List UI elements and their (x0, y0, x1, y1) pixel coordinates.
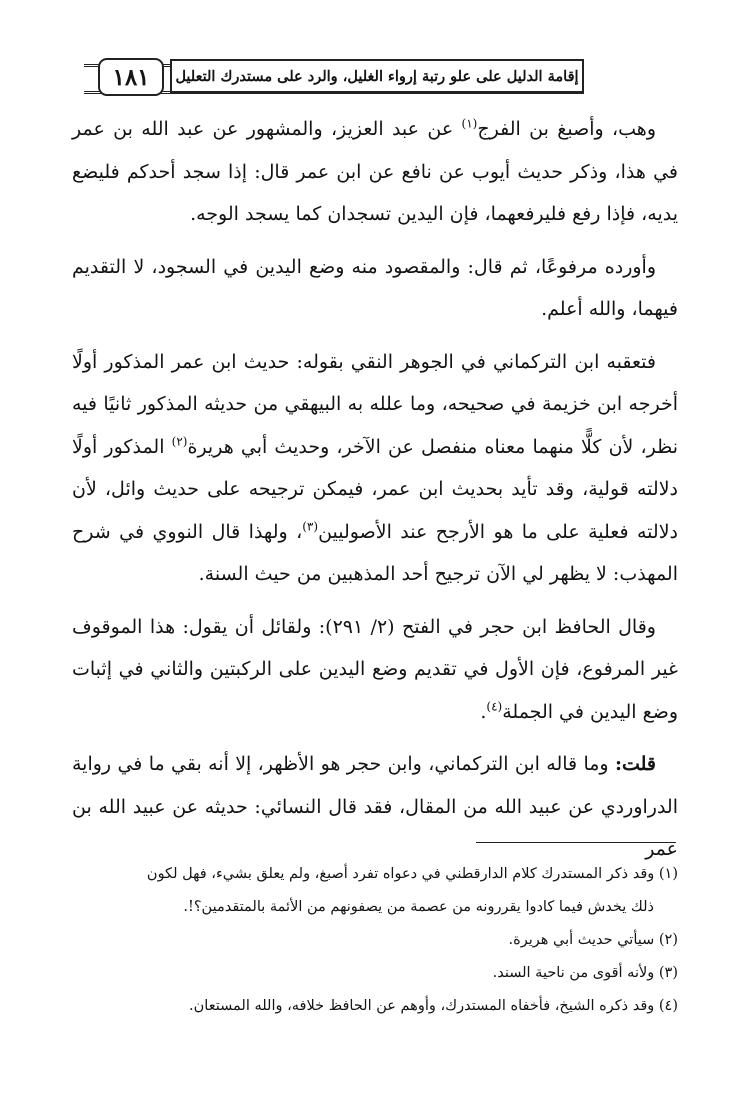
paragraph-5: قلت: وما قاله ابن التركماني، وابن حجر هو الأظهر، إلا أنه بقي ما في رواية الدراوردي عن عبيد الله من المقال، فقد قال النسائي: حديثه عن عبيد الله بن عمر (72, 753, 678, 860)
footnote-1-continued: ذلك يخدش فيما كادوا يقررونه من عصمة من يصفونهم من الأئمة بالمتقدمين؟!. (183, 899, 654, 915)
paragraph-2: وأورده مرفوعًا، ثم قال: والمقصود منه وضع اليدين في السجود، لا التقديم فيهما، والله أعلم. (72, 255, 678, 320)
footnote-ref-1: (١) (461, 116, 478, 131)
page-number: ١٨١ (98, 58, 164, 96)
paragraph-1: وهب، وأصبغ بن الفرج$^{(١)}$ عن عبد العزيز، والمشهور عن عبد الله بن عمر في هذا، وذكر حديث أيوب عن نافع عن ابن عمر قال: إذا سجد أحدكم فليضع يديه، فإذا رفع فليرفعهما، فإن اليدين تسجدان كما يسجد الوجه. (72, 116, 678, 225)
footnote-1: (١) وقد ذكر المستدرك كلام الدارقطني في دعواه تفرد أصبغ، ولم يعلق بشيء، فهل لكون (146, 866, 678, 882)
book-title: إقامة الدليل على علو رتبة إرواء الغليل، والرد على مستدرك التعليل (170, 59, 584, 93)
footnote-ref-4: (٤) (486, 699, 503, 714)
main-text (72, 108, 678, 881)
footnote-4: (٤) وقد ذكره الشيخ، فأخفاه المستدرك، وأوهم عن الحافظ خلافه، والله المستعان. (189, 998, 678, 1014)
footnotes (72, 858, 678, 1023)
footnote-2: (٢) سيأتي حديث أبي هريرة. (508, 932, 678, 948)
footnote-separator (476, 842, 676, 843)
footnote-ref-2: (٢) (171, 434, 188, 449)
footnote-ref-3: (٣) (302, 519, 319, 534)
footnote-3: (٣) ولأنه أقوى من ناحية السند. (492, 965, 678, 981)
qultu-lead: قلت: (614, 753, 656, 775)
page-header (84, 58, 584, 94)
paragraph-4: وقال الحافظ ابن حجر في الفتح (٢/ ٢٩١): ولقائل أن يقول: هذا الموقوف غير المرفوع، فإن الأول في تقديم وضع اليدين على الركبتين والثاني في إثبات وضع اليدين في الجملة$^{(٤)}$. (72, 615, 678, 723)
paragraph-3: فتعقبه ابن التركماني في الجوهر النقي بقوله: حديث ابن عمر المذكور أولًا أخرجه ابن خزيمة في صحيحه، وما علله به البيهقي من حديثه المذكور ثانيًا فيه نظر، لأن كلًّا منهما معناه منفصل عن الآخر، وحديث أبي هريرة$^{(٢)}$ المذكور أولًا دلالته قولية، وقد تأيد بحديث ابن عمر، فيمكن ترجيحه على حديث وائل، لأن دلالته فعلية على ما هو الأرجح عند الأصوليين$^{(٣)}$، ولهذا قال النووي في شرح المهذب: لا يظهر لي الآن ترجيح أحد المذهبين من حيث السنة. (72, 350, 679, 585)
